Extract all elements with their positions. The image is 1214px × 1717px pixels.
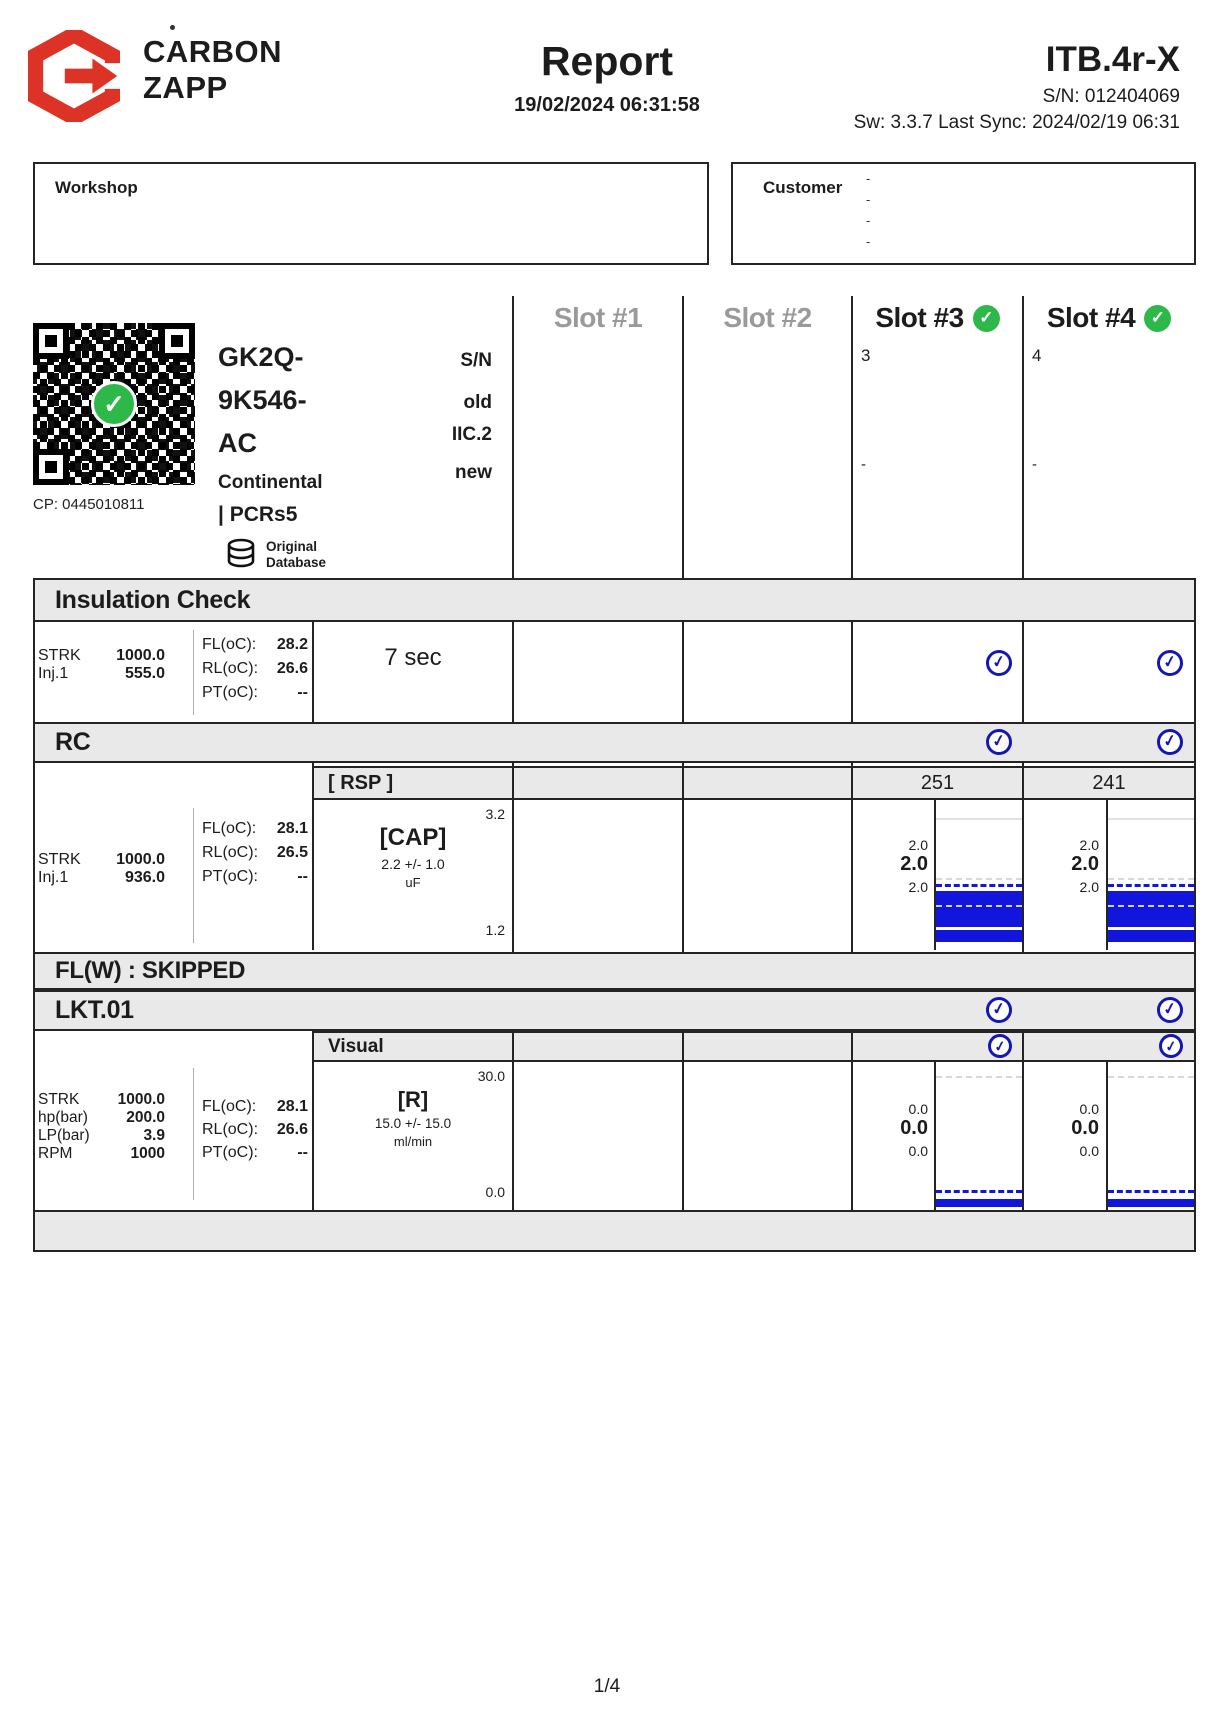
slot-4-header (1024, 296, 1194, 340)
cap-scale-max: 3.2 (485, 806, 505, 822)
param-label: LP(bar) (38, 1127, 90, 1144)
divider-line (193, 808, 194, 943)
r-slot-4-min: 0.0 (1079, 1143, 1099, 1159)
r-slot-4-avg: 0.0 (1071, 1117, 1099, 1139)
temp-label: PT(oC): (202, 868, 258, 885)
param-value: 200.0 (126, 1109, 165, 1126)
visual-slot-1-cell (512, 1031, 684, 1062)
temp-value: -- (297, 684, 308, 701)
divider-line (1022, 296, 1024, 578)
r-slot-3-max: 0.0 (908, 1101, 928, 1117)
temp-value: 28.1 (276, 820, 308, 837)
device-serial: S/N: 012404069 (1042, 86, 1180, 107)
section-header-flw (33, 952, 1196, 990)
param-value: 936.0 (124, 869, 165, 886)
divider-line (1194, 578, 1196, 1252)
ref-label-old: old (463, 392, 492, 413)
temp-label: FL(oC): (202, 636, 257, 653)
divider-line (682, 296, 684, 578)
cap-unit: uF (405, 875, 421, 890)
bar-inner-dash (1108, 905, 1194, 907)
slot-4-pass-check-icon: ✓ (1144, 305, 1171, 332)
scale-line (1108, 1076, 1194, 1078)
bar-inner-line (1108, 927, 1194, 930)
temp-value: 28.1 (276, 1098, 308, 1115)
divider-line (512, 296, 514, 578)
rsp-slot-4-value: 241 (1092, 771, 1126, 794)
ref-label-new: new (455, 462, 492, 483)
section-header-rc (33, 722, 1196, 763)
slot-3-label: Slot #3 (875, 302, 964, 333)
r-slot-3-avg: 0.0 (900, 1117, 928, 1139)
divider-line (193, 1068, 194, 1200)
temp-label: RL(oC): (202, 1121, 259, 1138)
cap-tolerance: 2.2 +/- 1.0 (381, 856, 445, 872)
cap-test-name: [CAP] (379, 824, 447, 851)
temp-label: PT(oC): (202, 1144, 258, 1161)
cap-slot-3-bar (936, 891, 1022, 942)
scale-line (1108, 818, 1194, 820)
slot-1-header (514, 296, 682, 340)
section-header-lkt (33, 990, 1196, 1031)
temp-value: -- (297, 868, 308, 885)
customer-value-line: - (866, 234, 871, 249)
brand-line-1: CARBON (143, 34, 283, 69)
section-title: LKT.01 (55, 996, 134, 1024)
slot-3-pass-check-icon: ✓ (973, 305, 1000, 332)
database-source-label (266, 539, 326, 571)
target-line (1108, 878, 1194, 880)
report-datetime: 19/02/2024 06:31:58 (514, 94, 700, 116)
customer-box (731, 162, 1196, 265)
slot-4-label: Slot #4 (1046, 302, 1136, 333)
r-slot-4-bar-chart (1108, 1062, 1194, 1210)
customer-label: Customer (763, 178, 843, 197)
section-header-insulation (33, 578, 1196, 622)
temp-label: FL(oC): (202, 820, 257, 837)
r-tolerance: 15.0 +/- 15.0 (374, 1116, 452, 1131)
device-model: ITB.4r-X (1045, 40, 1180, 79)
measured-top-line (1108, 1190, 1194, 1193)
customer-value-line: - (866, 213, 871, 228)
rsp-header-cell (312, 766, 514, 800)
divider-line (682, 578, 684, 952)
rsp-slot-1-cell (512, 766, 684, 800)
section-title: FL(W) : SKIPPED (55, 957, 246, 984)
section-title: Insulation Check (55, 585, 251, 614)
temp-label: RL(oC): (202, 660, 259, 677)
part-code-line: 9K546- (218, 385, 307, 415)
rsp-slot-2-cell (682, 766, 853, 800)
visual-slot-3-pass-icon: ✓ (986, 1032, 1014, 1060)
visual-label: Visual (328, 1035, 384, 1057)
part-code-line: AC (218, 428, 257, 458)
bar-inner-dash (936, 905, 1022, 907)
slot-3-header (853, 296, 1022, 340)
cap-slot-3-bar-chart (936, 800, 1022, 950)
ref-label-iic2: IIC.2 (451, 424, 492, 445)
table-footer-band (33, 1210, 1196, 1252)
workshop-label: Workshop (55, 178, 138, 197)
visual-slot-2-cell (682, 1031, 853, 1062)
divider-line (33, 578, 35, 1252)
temp-value: -- (297, 1144, 308, 1161)
rsp-slot-3-value: 251 (920, 771, 955, 794)
rsp-label: [ RSP ] (328, 771, 394, 794)
cap-slot-4-max: 2.0 (1079, 837, 1099, 853)
insulation-duration: 7 sec (384, 644, 442, 671)
param-value: 555.0 (124, 665, 165, 682)
param-label: hp(bar) (38, 1109, 88, 1126)
r-test-name: [R] (397, 1087, 429, 1112)
customer-value-line: - (866, 171, 871, 186)
divider-line (193, 630, 194, 715)
workshop-box (33, 162, 709, 265)
divider-line (512, 578, 514, 952)
visual-slot-4-pass-icon: ✓ (1157, 1032, 1185, 1060)
lkt-slot-3-pass-icon: ✓ (984, 995, 1014, 1025)
part-family: | PCRs5 (218, 503, 298, 526)
param-value: 1000.0 (116, 647, 165, 664)
customer-values (866, 168, 870, 252)
r-slot-3-bar (936, 1199, 1022, 1207)
param-value: 1000 (130, 1145, 165, 1162)
ref-label-sn: S/N (460, 350, 492, 371)
param-label: STRK (38, 647, 81, 664)
divider-line (851, 296, 853, 578)
qr-finder-pattern (33, 449, 69, 485)
qr-finder-pattern (159, 323, 195, 359)
measured-top-line (936, 1190, 1022, 1193)
cap-slot-4-avg: 2.0 (1071, 853, 1099, 875)
customer-value-line: - (866, 192, 871, 207)
slot-4-injector-number: 4 (1032, 346, 1042, 365)
r-scale-min: 0.0 (485, 1184, 505, 1200)
slot-3-injector-number: 3 (861, 346, 871, 365)
rc-slot-4-pass-icon: ✓ (1155, 727, 1185, 757)
slot-1-label: Slot #1 (553, 302, 643, 333)
cap-slot-3-avg: 2.0 (900, 853, 928, 875)
part-cp-number: CP: 0445010811 (33, 496, 145, 513)
cap-scale-min: 1.2 (485, 922, 505, 938)
cap-slot-4-bar (1108, 891, 1194, 942)
scale-line (936, 818, 1022, 820)
insulation-slot-3-pass-icon: ✓ (984, 648, 1014, 678)
database-source-line: Original (266, 539, 318, 554)
qr-finder-pattern (33, 323, 69, 359)
rc-slot-3-pass-icon: ✓ (984, 727, 1014, 757)
temp-value: 26.5 (276, 844, 308, 861)
part-qr-code (33, 323, 195, 485)
section-title: RC (55, 728, 91, 756)
part-code-line: GK2Q- (218, 342, 304, 372)
temp-label: PT(oC): (202, 684, 258, 701)
rsp-slot-4-cell (1022, 766, 1196, 800)
cap-slot-4-bar-chart (1108, 800, 1194, 950)
temp-value: 26.6 (276, 660, 308, 677)
part-brand: Continental (218, 472, 323, 493)
lkt-slot-4-pass-icon: ✓ (1155, 995, 1185, 1025)
param-value: 1000.0 (116, 851, 165, 868)
r-slot-4-bar (1108, 1199, 1194, 1207)
temp-label: RL(oC): (202, 844, 259, 861)
device-block (854, 40, 1180, 134)
r-unit: ml/min (393, 1134, 433, 1149)
param-value: 1000.0 (117, 1091, 165, 1108)
brand-line-2: ZAPP (143, 70, 228, 105)
cap-slot-3-min: 2.0 (908, 879, 928, 895)
temp-label: FL(oC): (202, 1098, 257, 1115)
device-sync: Sw: 3.3.7 Last Sync: 2024/02/19 06:31 (853, 112, 1180, 133)
target-line (936, 878, 1022, 880)
slot-4-empty-value: - (1032, 456, 1037, 473)
param-label: STRK (38, 851, 81, 868)
qr-verified-check-icon: ✓ (91, 381, 137, 427)
bar-inner-line (936, 927, 1022, 930)
divider-line (1022, 578, 1024, 952)
slot-3-empty-value: - (861, 456, 866, 473)
divider-line (851, 578, 853, 952)
param-label: Inj.1 (38, 665, 69, 682)
r-scale-max: 30.0 (477, 1068, 505, 1084)
database-icon (224, 538, 258, 570)
page-number: 1/4 (593, 1676, 621, 1697)
cap-slot-3-max: 2.0 (908, 837, 928, 853)
slot-2-header (684, 296, 851, 340)
rsp-slot-3-cell (851, 766, 1024, 800)
param-label: Inj.1 (38, 869, 69, 886)
measured-top-line (936, 884, 1022, 887)
param-label: RPM (38, 1145, 73, 1162)
visual-header-cell (312, 1031, 514, 1062)
cap-slot-4-min: 2.0 (1079, 879, 1099, 895)
slot-2-label: Slot #2 (723, 302, 812, 333)
r-slot-4-max: 0.0 (1079, 1101, 1099, 1117)
temp-value: 26.6 (276, 1121, 308, 1138)
insulation-slot-4-pass-icon: ✓ (1155, 648, 1185, 678)
scale-line (936, 1076, 1022, 1078)
r-slot-3-min: 0.0 (908, 1143, 928, 1159)
param-value: 3.9 (143, 1127, 165, 1144)
database-source-line: Database (266, 555, 327, 570)
temp-value: 28.2 (276, 636, 308, 653)
param-label: STRK (38, 1091, 80, 1108)
measured-top-line (1108, 884, 1194, 887)
page-title: Report (540, 38, 674, 84)
trademark-dot (170, 25, 175, 30)
r-slot-3-bar-chart (936, 1062, 1022, 1210)
